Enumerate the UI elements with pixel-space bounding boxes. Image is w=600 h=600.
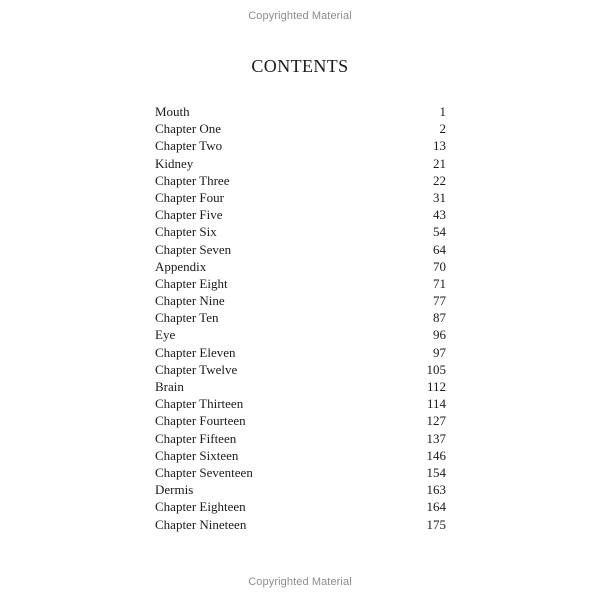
toc-entry-page-number: 22 [433, 172, 446, 188]
toc-entry-page-number: 105 [426, 361, 446, 377]
toc-entry-title: Chapter Six [155, 224, 217, 240]
toc-entry-page-number: 77 [433, 293, 446, 309]
toc-entry-page-number: 96 [433, 327, 446, 343]
toc-entry [155, 275, 446, 292]
toc-entry-title: Chapter Thirteen [155, 396, 244, 412]
toc-entry-page-number: 112 [426, 379, 446, 394]
toc-entry-page-number: 71 [433, 275, 446, 291]
toc-entry-page-number: 54 [433, 224, 446, 240]
watermark-top: Copyrighted Material [248, 10, 352, 22]
toc-entry-title: Chapter Four [155, 189, 224, 205]
toc-entry [155, 172, 446, 189]
toc-entry-page-number: 1 [439, 104, 446, 119]
toc-entry-title: Kidney [155, 155, 194, 171]
toc-entry-title: Chapter One [155, 121, 222, 137]
toc-entry-page-number: 31 [433, 189, 446, 205]
toc-entry-page-number: 64 [433, 241, 446, 257]
toc-entry [155, 430, 446, 447]
toc-entry-page-number: 114 [426, 396, 446, 412]
toc-entry [155, 155, 446, 172]
toc-entry [155, 395, 446, 412]
toc-entry-title: Dermis [155, 482, 194, 498]
watermark-bottom: Copyrighted Material [248, 576, 352, 588]
toc-entry-page-number: 154 [426, 464, 446, 480]
toc-entry-title: Chapter Seventeen [155, 464, 253, 480]
toc-entry [155, 378, 446, 395]
toc-entry [155, 206, 446, 223]
toc-entry [155, 223, 446, 240]
toc-entry-title: Chapter Eleven [155, 344, 236, 360]
toc-entry-page-number: 21 [433, 155, 446, 171]
toc-entry-title: Chapter Five [155, 207, 223, 223]
toc-entry [155, 241, 446, 258]
toc-entry-title: Mouth [155, 104, 190, 119]
toc-entry-page-number: 127 [426, 413, 446, 429]
toc-entry [155, 103, 446, 120]
toc-entry [155, 120, 446, 137]
toc-entry [155, 481, 446, 498]
toc-entry-title: Chapter Fifteen [155, 430, 237, 446]
toc-entry-page-number: 2 [439, 121, 446, 137]
toc-entry [155, 189, 446, 206]
toc-entry-page-number: 137 [426, 430, 446, 446]
toc-entry-page-number: 97 [433, 344, 446, 360]
toc-entry [155, 326, 446, 343]
toc-entry [155, 137, 446, 154]
toc-entry-title: Chapter Three [155, 172, 230, 188]
toc-entry-title: Chapter Nine [155, 293, 225, 309]
toc-entry-page-number: 70 [433, 258, 446, 274]
toc-entry-title: Chapter Seven [155, 241, 232, 257]
toc-entry-title: Chapter Eight [155, 275, 228, 291]
toc-entry-page-number: 146 [426, 447, 446, 463]
toc-entry [155, 516, 446, 533]
toc-entry [155, 344, 446, 361]
toc-entry-page-number: 163 [426, 482, 446, 498]
toc-entry-title: Chapter Twelve [155, 361, 238, 377]
toc-entry [155, 412, 446, 429]
table-of-contents [155, 103, 446, 533]
toc-entry [155, 258, 446, 275]
toc-entry-title: Chapter Nineteen [155, 516, 247, 532]
toc-entry [155, 361, 446, 378]
toc-entry-title: Chapter Ten [155, 310, 219, 326]
toc-entry-title: Brain [155, 379, 184, 394]
toc-entry-title: Appendix [155, 258, 207, 274]
toc-entry [155, 447, 446, 464]
toc-entry [155, 464, 446, 481]
toc-entry-page-number: 175 [426, 516, 446, 532]
toc-entry-page-number: 87 [433, 310, 446, 326]
toc-entry [155, 292, 446, 309]
toc-entry [155, 498, 446, 515]
toc-entry-page-number: 43 [433, 207, 446, 223]
toc-entry-page-number: 164 [426, 499, 446, 515]
toc-entry-title: Eye [155, 327, 176, 343]
toc-entry-page-number: 13 [433, 138, 446, 154]
toc-entry-title: Chapter Sixteen [155, 447, 239, 463]
toc-entry [155, 309, 446, 326]
toc-entry-title: Chapter Fourteen [155, 413, 246, 429]
contents-heading: CONTENTS [251, 56, 349, 76]
toc-entry-title: Chapter Two [155, 138, 223, 154]
toc-entry-title: Chapter Eighteen [155, 499, 246, 515]
